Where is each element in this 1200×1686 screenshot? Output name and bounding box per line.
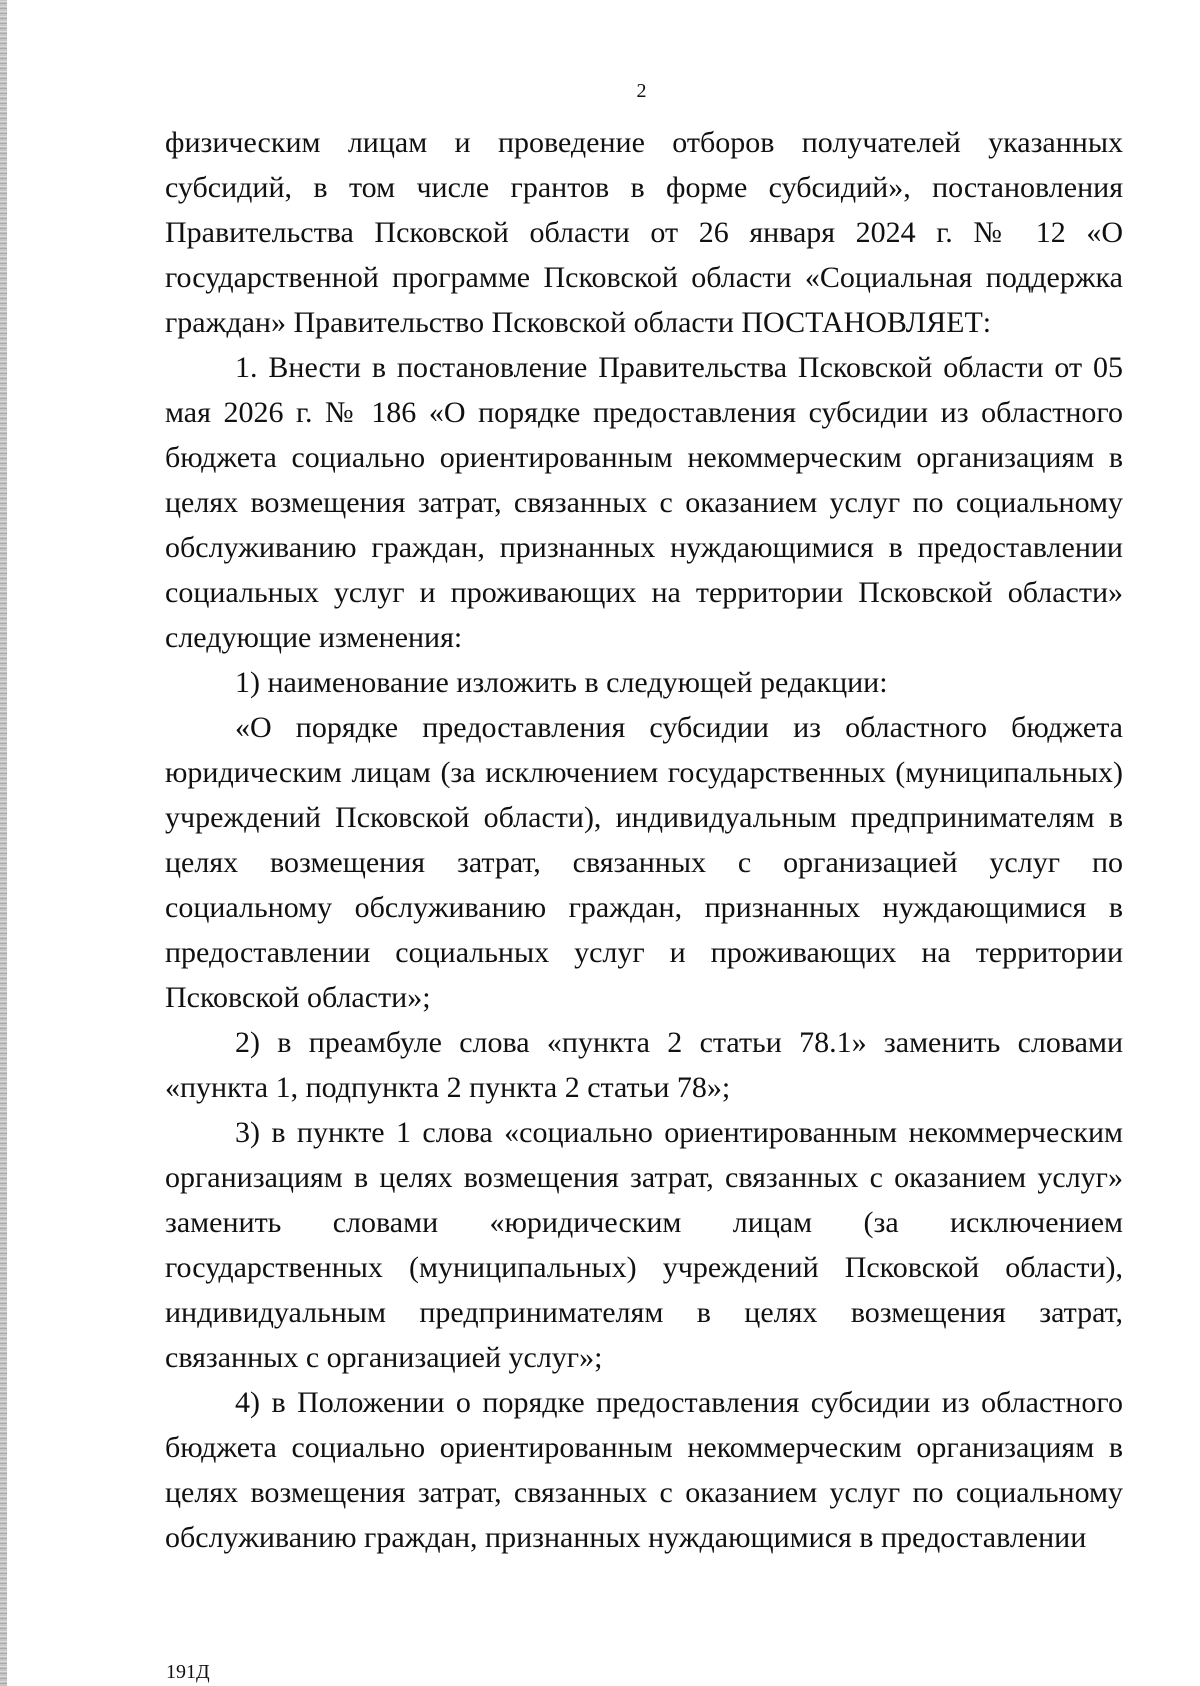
paragraph-new-title: «О порядке предоставления субсидии из областного бюджета юридическим лицам (за исключением государственных (муниципальных) учреждений Псковской области), индивидуальным предпринимателям в целях возмещения затрат, связанных с организацией услуг по социальному обслуживанию граждан, признанных нуждающимися в предоставлении социальных услуг и проживающих на территории Псковской области»; (165, 711, 1123, 1014)
paragraph-subitem-3: 3) в пункте 1 слова «социально ориентированным некоммерческим организациям в целях возмещения затрат, связанных с оказанием услуг» заменить словами «юридическим лицам (за исключением государственных (муниципальных) учреждений Псковской области), индивидуальным предпринимателям в целях возмещения затрат, связанных с организацией услуг»; (165, 1116, 1123, 1374)
scan-edge (0, 0, 7, 1686)
paragraph-subitem-1: 1) наименование изложить в следующей редакции: (235, 666, 888, 699)
footer-code: 191Д (166, 1661, 210, 1683)
paragraph-item-1: 1. Внести в постановление Правительства Псковской области от 05 мая 2026 г. № 186 «О порядке предоставления субсидии из областного бюджета социально ориентированным некоммерческим организациям в целях возмещения затрат, связанных с оказанием услуг по социальному обслуживанию граждан, признанных нуждающимися в предоставлении социальных услуг и проживающих на территории Псковской области» следующие изменения: (165, 351, 1123, 654)
page-number: 2 (636, 80, 647, 102)
paragraph-subitem-2: 2) в преамбуле слова «пункта 2 статьи 78.1» заменить словами «пункта 1, подпункта 2 пункта 2 статьи 78»; (165, 1026, 1123, 1104)
paragraph-subitem-4: 4) в Положении о порядке предоставления субсидии из областного бюджета социально ориентированным некоммерческим организациям в целях возмещения затрат, связанных с оказанием услуг по социальному обслуживанию граждан, признанных нуждающимися в предоставлении (165, 1386, 1123, 1554)
paragraph-preamble-continuation: физическим лицам и проведение отборов получателей указанных субсидий, в том числе грантов в форме субсидий», постановления Правительства Псковской области от 26 января 2024 г. № 12 «О государственной программе Псковской области «Социальная поддержка граждан» Правительство Псковской области ПОСТАНОВЛЯЕТ: (165, 126, 1123, 339)
document-body (165, 120, 1123, 1560)
